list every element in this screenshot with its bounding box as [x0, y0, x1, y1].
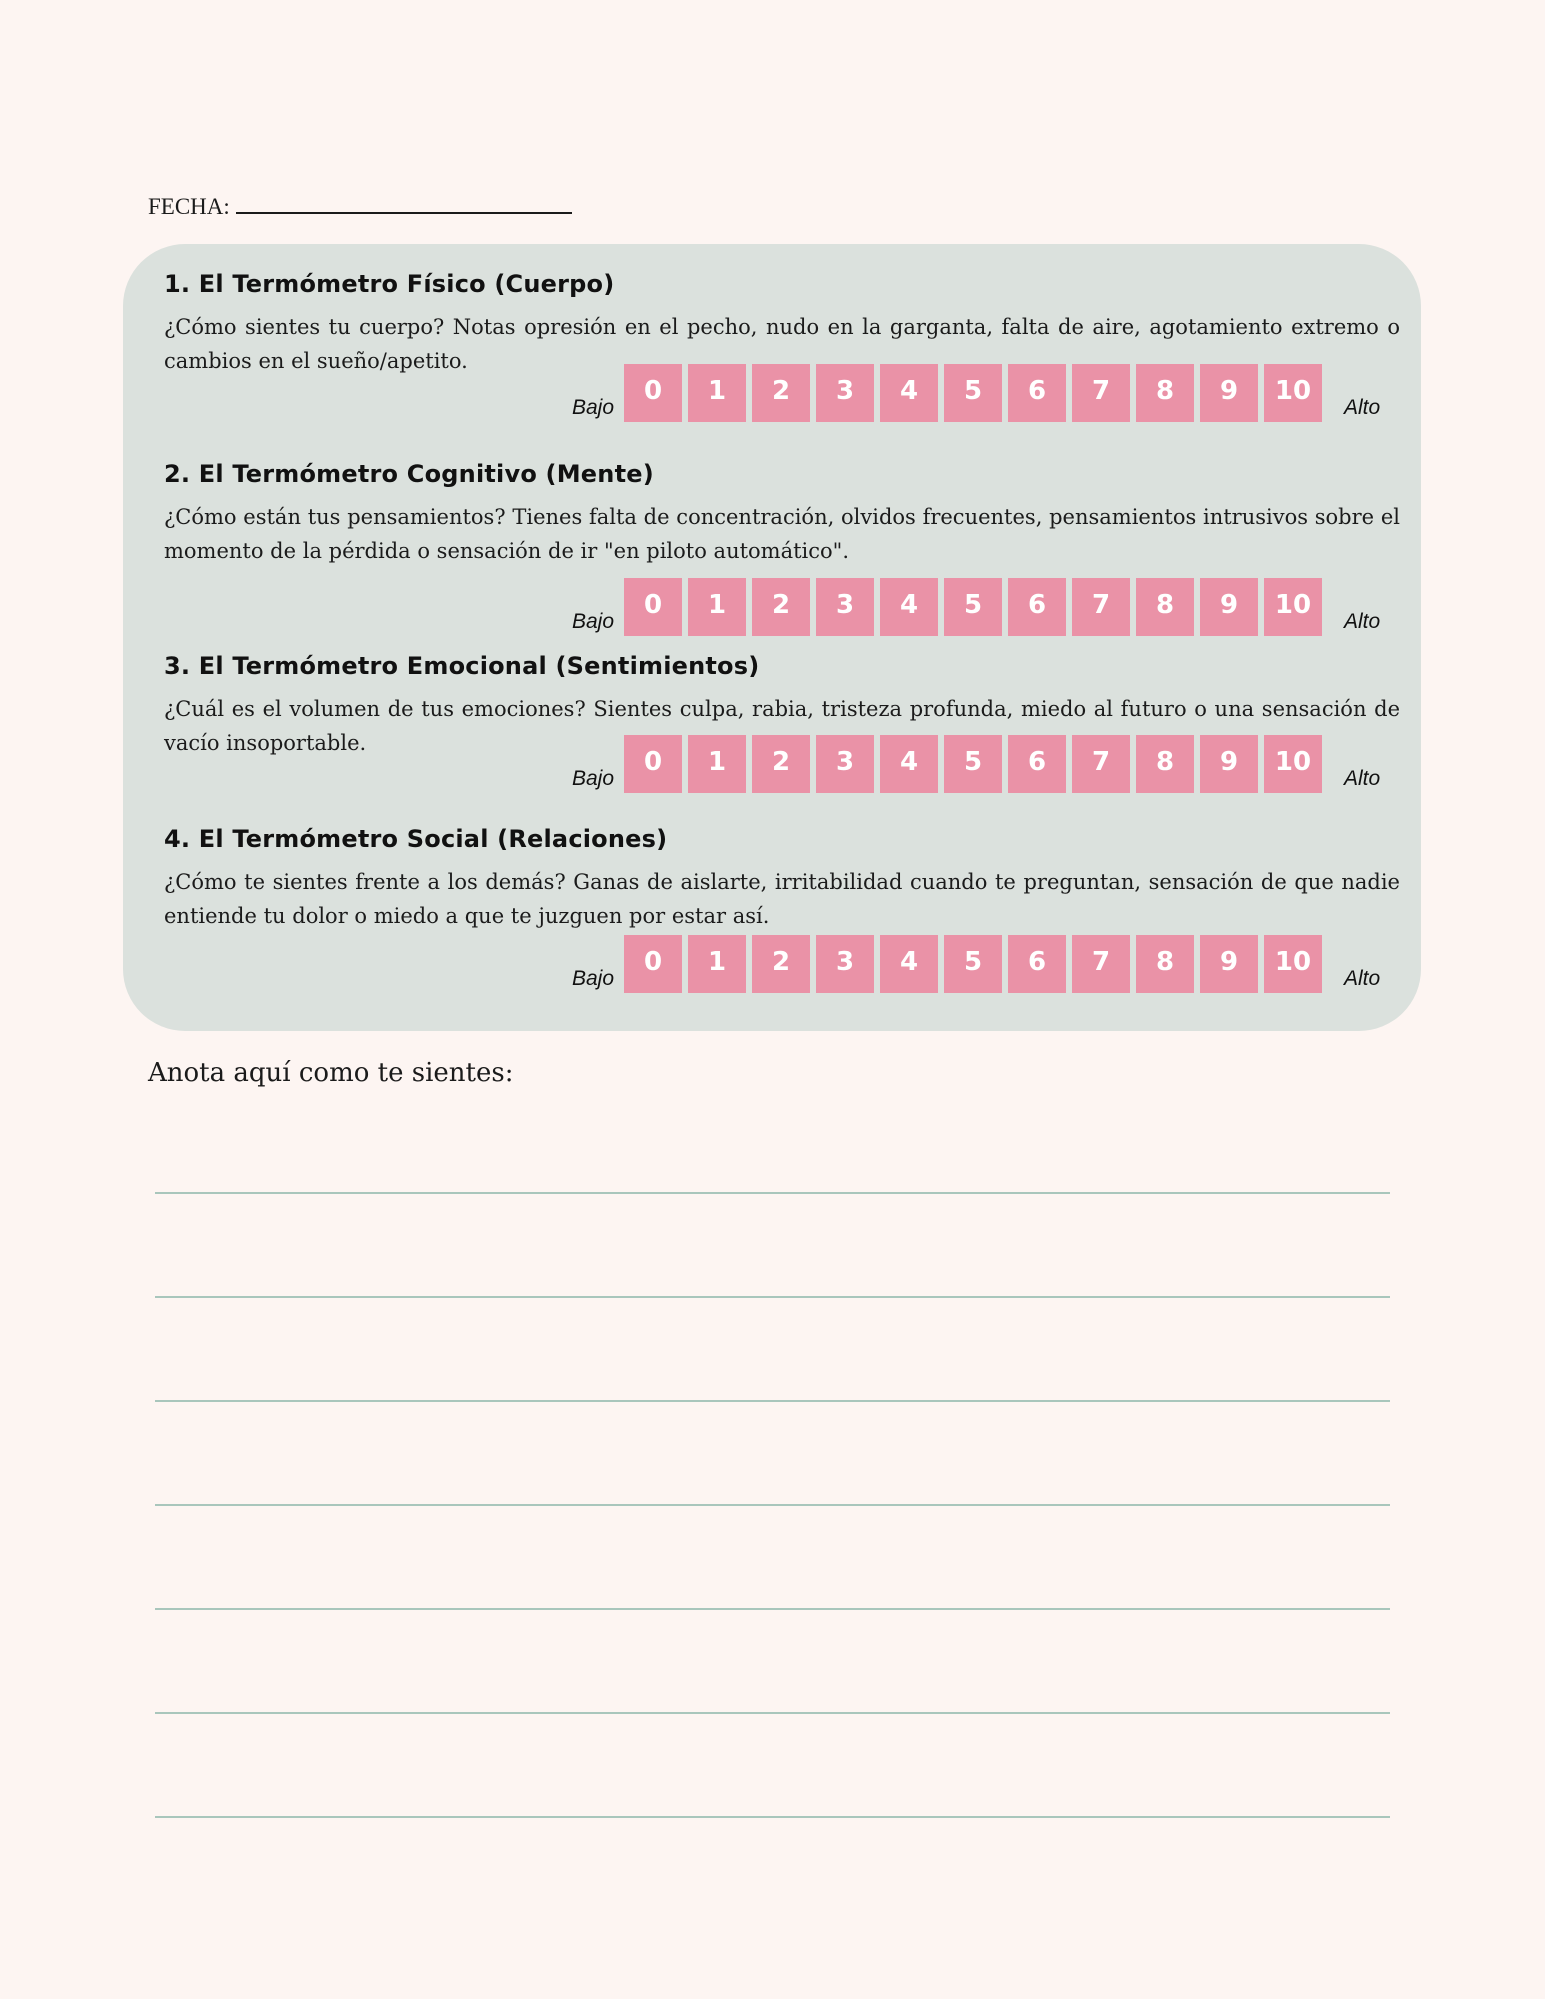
scale-high-label: Alto	[1344, 396, 1381, 419]
scale-box-10[interactable]: 10	[1264, 578, 1322, 636]
note-writing-line[interactable]	[155, 1816, 1390, 1818]
scale-box-7[interactable]: 7	[1072, 935, 1130, 993]
notes-title: Anota aquí como te sientes:	[148, 1058, 514, 1088]
scale-boxes	[624, 935, 1322, 993]
date-label: FECHA:	[148, 194, 230, 219]
scale-low-label: Bajo	[572, 767, 615, 790]
note-writing-line[interactable]	[155, 1192, 1390, 1194]
scale-box-5[interactable]: 5	[944, 364, 1002, 422]
scale-high-label: Alto	[1344, 610, 1381, 633]
scale-box-7[interactable]: 7	[1072, 578, 1130, 636]
scale-boxes	[624, 578, 1322, 636]
scale-box-6[interactable]: 6	[1008, 578, 1066, 636]
section-description: ¿Cómo sientes tu cuerpo? Notas opresión en el pecho, nudo en la garganta, falta de aire, agotamiento extremo o cambios en el sueño/apetito.	[164, 315, 1400, 373]
scale-high-label: Alto	[1344, 767, 1381, 790]
section-physical	[164, 270, 1400, 378]
scale-box-0[interactable]: 0	[624, 364, 682, 422]
scale-box-3[interactable]: 3	[816, 364, 874, 422]
scale-box-0[interactable]: 0	[624, 578, 682, 636]
date-blank-line[interactable]	[236, 192, 572, 214]
note-writing-line[interactable]	[155, 1608, 1390, 1610]
section-description: ¿Cómo están tus pensamientos? Tienes falta de concentración, olvidos frecuentes, pensamientos intrusivos sobre el momento de la pérdida o sensación de ir "en piloto automático".	[164, 505, 1400, 563]
note-writing-line[interactable]	[155, 1712, 1390, 1714]
scale-box-10[interactable]: 10	[1264, 364, 1322, 422]
section-title: 4. El Termómetro Social (Relaciones)	[164, 825, 668, 853]
scale-low-label: Bajo	[572, 967, 615, 990]
scale-box-1[interactable]: 1	[688, 578, 746, 636]
scale-box-8[interactable]: 8	[1136, 364, 1194, 422]
section-cognitive	[164, 460, 1400, 568]
scale-box-5[interactable]: 5	[944, 935, 1002, 993]
section-description: ¿Cómo te sientes frente a los demás? Ganas de aislarte, irritabilidad cuando te preguntan, sensación de que nadie entiende tu dolor o miedo a que te juzguen por estar así.	[164, 870, 1400, 928]
scale-box-8[interactable]: 8	[1136, 578, 1194, 636]
scale-box-4[interactable]: 4	[880, 935, 938, 993]
scale-box-7[interactable]: 7	[1072, 735, 1130, 793]
scale-box-8[interactable]: 8	[1136, 735, 1194, 793]
scale-high-label: Alto	[1344, 967, 1381, 990]
section-title: 3. El Termómetro Emocional (Sentimientos)	[164, 652, 760, 680]
note-writing-line[interactable]	[155, 1296, 1390, 1298]
scale-box-0[interactable]: 0	[624, 935, 682, 993]
scale-low-label: Bajo	[572, 610, 615, 633]
scale-box-9[interactable]: 9	[1200, 735, 1258, 793]
scale-box-6[interactable]: 6	[1008, 735, 1066, 793]
scale-box-6[interactable]: 6	[1008, 935, 1066, 993]
section-description: ¿Cuál es el volumen de tus emociones? Sientes culpa, rabia, tristeza profunda, miedo al futuro o una sensación de vacío insoportable.	[164, 697, 1400, 755]
scale-box-6[interactable]: 6	[1008, 364, 1066, 422]
scale-box-2[interactable]: 2	[752, 935, 810, 993]
scale-box-5[interactable]: 5	[944, 578, 1002, 636]
scale-box-9[interactable]: 9	[1200, 578, 1258, 636]
scale-box-5[interactable]: 5	[944, 735, 1002, 793]
scale-boxes	[624, 364, 1322, 422]
section-social	[164, 825, 1400, 933]
scale-box-9[interactable]: 9	[1200, 935, 1258, 993]
scale-box-8[interactable]: 8	[1136, 935, 1194, 993]
scale-box-4[interactable]: 4	[880, 735, 938, 793]
scale-box-3[interactable]: 3	[816, 935, 874, 993]
scale-box-4[interactable]: 4	[880, 578, 938, 636]
scale-box-4[interactable]: 4	[880, 364, 938, 422]
scale-low-label: Bajo	[572, 396, 615, 419]
scale-box-10[interactable]: 10	[1264, 935, 1322, 993]
scale-box-3[interactable]: 3	[816, 578, 874, 636]
scale-box-9[interactable]: 9	[1200, 364, 1258, 422]
scale-boxes	[624, 735, 1322, 793]
scale-box-10[interactable]: 10	[1264, 735, 1322, 793]
scale-box-0[interactable]: 0	[624, 735, 682, 793]
scale-box-1[interactable]: 1	[688, 735, 746, 793]
date-field	[148, 192, 572, 220]
note-writing-line[interactable]	[155, 1400, 1390, 1402]
note-writing-line[interactable]	[155, 1504, 1390, 1506]
scale-box-2[interactable]: 2	[752, 735, 810, 793]
section-title: 2. El Termómetro Cognitivo (Mente)	[164, 460, 654, 488]
scale-box-2[interactable]: 2	[752, 578, 810, 636]
section-title: 1. El Termómetro Físico (Cuerpo)	[164, 270, 615, 298]
scale-box-3[interactable]: 3	[816, 735, 874, 793]
scale-box-2[interactable]: 2	[752, 364, 810, 422]
scale-box-1[interactable]: 1	[688, 364, 746, 422]
scale-box-1[interactable]: 1	[688, 935, 746, 993]
scale-box-7[interactable]: 7	[1072, 364, 1130, 422]
